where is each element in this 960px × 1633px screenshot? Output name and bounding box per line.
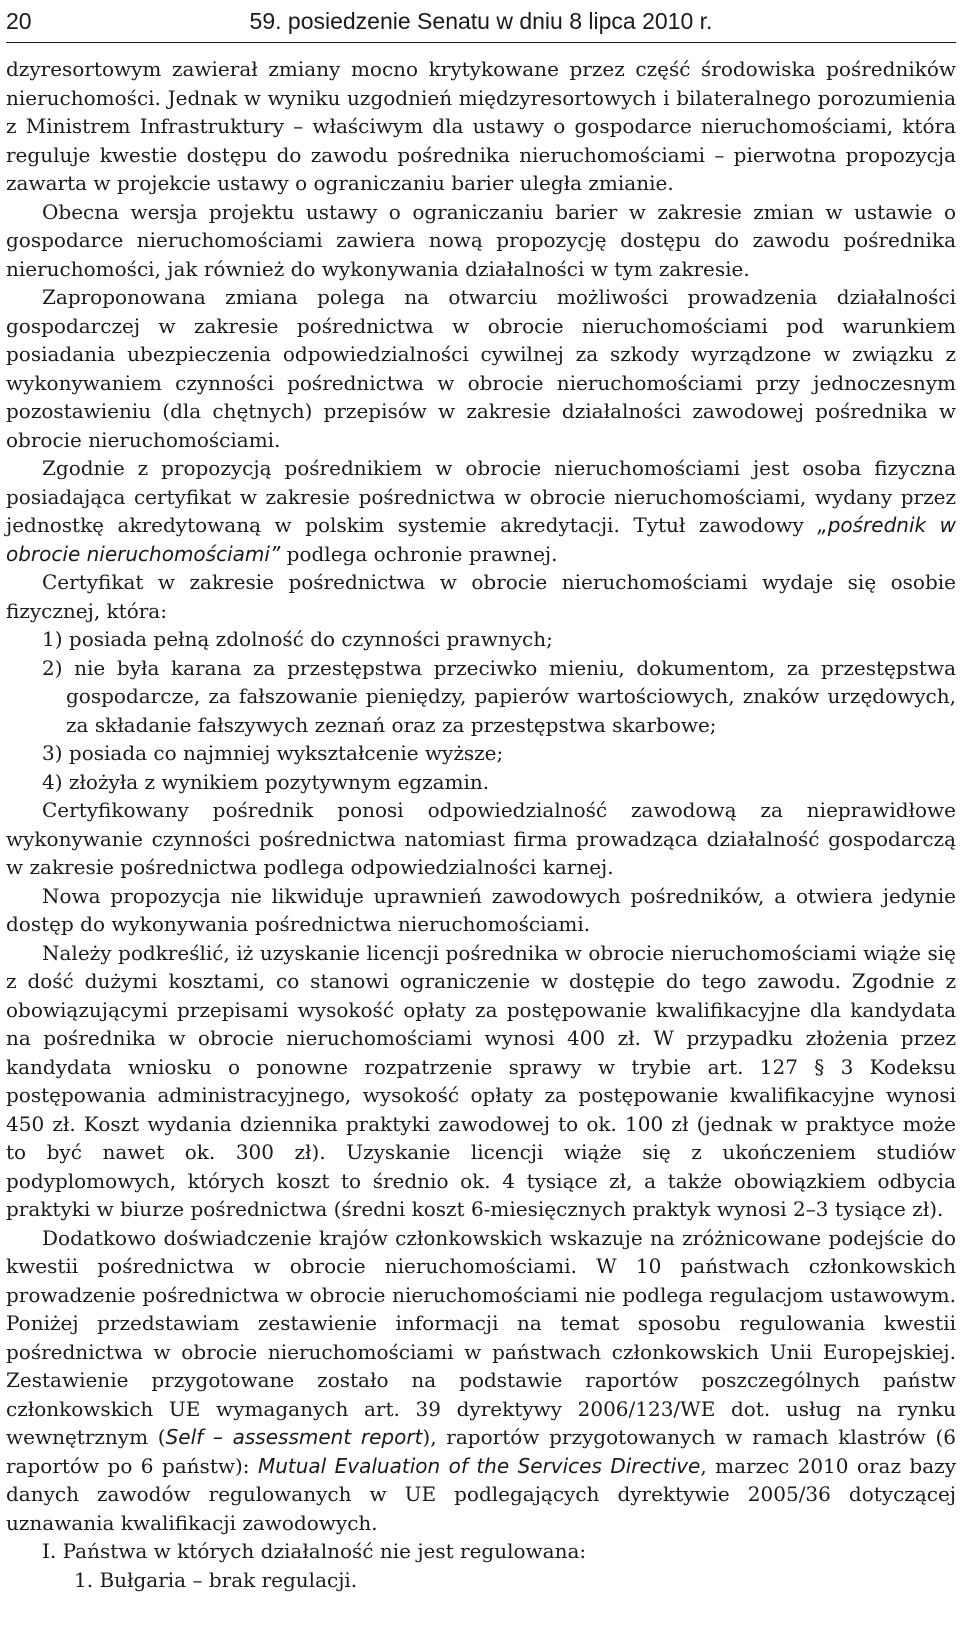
paragraph-text: , marzec 2010 oraz bazy danych zawodów regulowanych w UE podlegających dyrektywie 2005/36 dotyczącej uznawania kwalifikacji zawodowych. [6,1453,956,1535]
list-item: 4) złożyła z wynikiem pozytywnym egzamin. [42,769,490,794]
paragraph-text: ), raportów przygotowanych w ramach klastrów (6 raportów po 6 państw): [6,1425,956,1478]
list-item: 1) posiada pełną zdolność do czynności prawnych; [42,627,553,651]
document-body [6,55,956,1594]
list-item: 3) posiada co najmniej wykształcenie wyższe; [42,741,504,765]
list-item: 2) nie była karana za przestępstwa przeciwko mieniu, dokumentom, za przestępstwa gospodarcze, za fałszowanie pieniędzy, papierów wartościowych, znaków urzędowych, za składanie fałszywych zeznań oraz za przestępstwa skarbowe; [42,655,956,737]
paragraph: Obecna wersja projektu ustawy o ograniczaniu barier w zakresie zmian w ustawie o gospodarce nieruchomościami zawiera nową propozycję dostępu do zawodu pośrednika nieruchomości, jak również do wykonywania działalności w tym zakresie. [6,199,956,281]
paragraph-text: Zgodnie z propozycją pośrednikiem w obrocie nieruchomościami jest osoba fizyczna posiadająca certyfikat w zakresie pośrednictwa w obrocie nieruchomościami, wydany przez jednostkę akredytowaną w polskim systemie akredytacji. Tytuł zawodowy [6,456,956,537]
running-title: 59. posiedzenie Senatu w dniu 8 lipca 2010 r. [249,7,713,34]
paragraph-text: podlega ochronie prawnej. [280,541,558,566]
page-header [6,0,956,43]
paragraph: Certyfikowany pośrednik ponosi odpowiedzialność zawodową za nieprawidłowe wykonywanie czynności pośrednictwa natomiast firma prowadząca działalność gospodarczą w zakresie pośrednictwa podlega odpowiedzialności karnej. [6,798,956,879]
italic-term: „pośrednik w obrocie nieruchomościami” [6,513,956,566]
paragraph: Nowa propozycja nie likwiduje uprawnień zawodowych pośredników, a otwiera jedynie dostęp do wykonywania pośrednictwa nieruchomościami. [6,883,956,936]
italic-term: Mutual Evaluation of the Services Directive [257,1453,701,1478]
section-heading: I. Państwa w których działalność nie jest regulowana: [42,1539,587,1563]
page-number: 20 [6,7,32,34]
list-item: 1. Bułgaria – brak regulacji. [74,1567,358,1592]
paragraph: Należy podkreślić, iż uzyskanie licencji pośrednika w obrocie nieruchomościami wiąże się z dość dużymi kosztami, co stanowi ograniczenie w dostępie do tego zawodu. Zgodnie z obowiązującymi przepisami wysokość opłaty za postępowanie kwalifikacyjne dla kandydata na pośrednika w obrocie nieruchomościami wynosi 400 zł. W przypadku złożenia przez kandydata wniosku o ponowne rozpatrzenie sprawy w trybie art. 127 § 3 Kodeksu postępowania administracyjnego, wysokość opłaty za postępowanie kwalifikacyjne wynosi 450 zł. Koszt wydania dziennika praktyki zawodowej to ok. 100 zł (jednak w praktyce może to być nawet ok. 300 zł). Uzyskanie licencji wiąże się z ukończeniem studiów podyplomowych, których koszt to średnio ok. 4 tysiące zł, a także obowiązkiem odbycia praktyki w biurze pośrednictwa (średni koszt 6-miesięcznych praktyk wynosi 2–3 tysiące zł). [6,940,956,1221]
paragraph [6,454,956,568]
paragraph-text: Dodatkowo doświadczenie krajów członkowskich wskazuje na zróżnicowane podejście do kwestii pośrednictwa w obrocie nieruchomościami. W 10 państwach członkowskich prowadzenie pośrednictwa w obrocie nieruchomościami nie podlega regulacjom ustawowym. Poniżej przedstawiam zestawienie informacji na temat sposobu regulowania kwestii pośrednictwa w obrocie nieruchomościami w państwach członkowskich Unii Europejskiej. Zestawienie przygotowane zostało na podstawie raportów poszczególnych państw członkowskich UE wymaganych art. 39 dyrektywy 2006/123/WE dot. usług na rynku wewnętrznym ( [6,1225,956,1449]
paragraph: Zaproponowana zmiana polega na otwarciu możliwości prowadzenia działalności gospodarczej w zakresie pośrednictwa w obrocie nieruchomościami pod warunkiem posiadania ubezpieczenia odpowiedzialności cywilnej za szkody wyrządzone w związku z wykonywaniem czynności pośrednictwa w obrocie nieruchomościami przy jednoczesnym pozostawieniu (dla chętnych) przepisów w zakresie działalności zawodowej pośrednika w obrocie nieruchomościami. [6,285,956,452]
paragraph [6,1224,956,1538]
paragraph: Certyfikat w zakresie pośrednictwa w obrocie nieruchomościami wydaje się osobie fizycznej, która: [6,570,956,623]
italic-term: Self – assessment report [165,1425,423,1449]
paragraph: dzyresortowym zawierał zmiany mocno krytykowane przez część środowiska pośredników nieruchomości. Jednak w wyniku uzgodnień międzyresortowych i bilateralnego porozumienia z Ministrem Infrastruktury – właściwym dla ustawy o gospodarce nieruchomościami, która reguluje kwestie dostępu do zawodu pośrednika nieruchomościami – pierwotna propozycja zawarta w projekcie ustawy o ograniczaniu barier uległa zmianie. [6,57,956,195]
